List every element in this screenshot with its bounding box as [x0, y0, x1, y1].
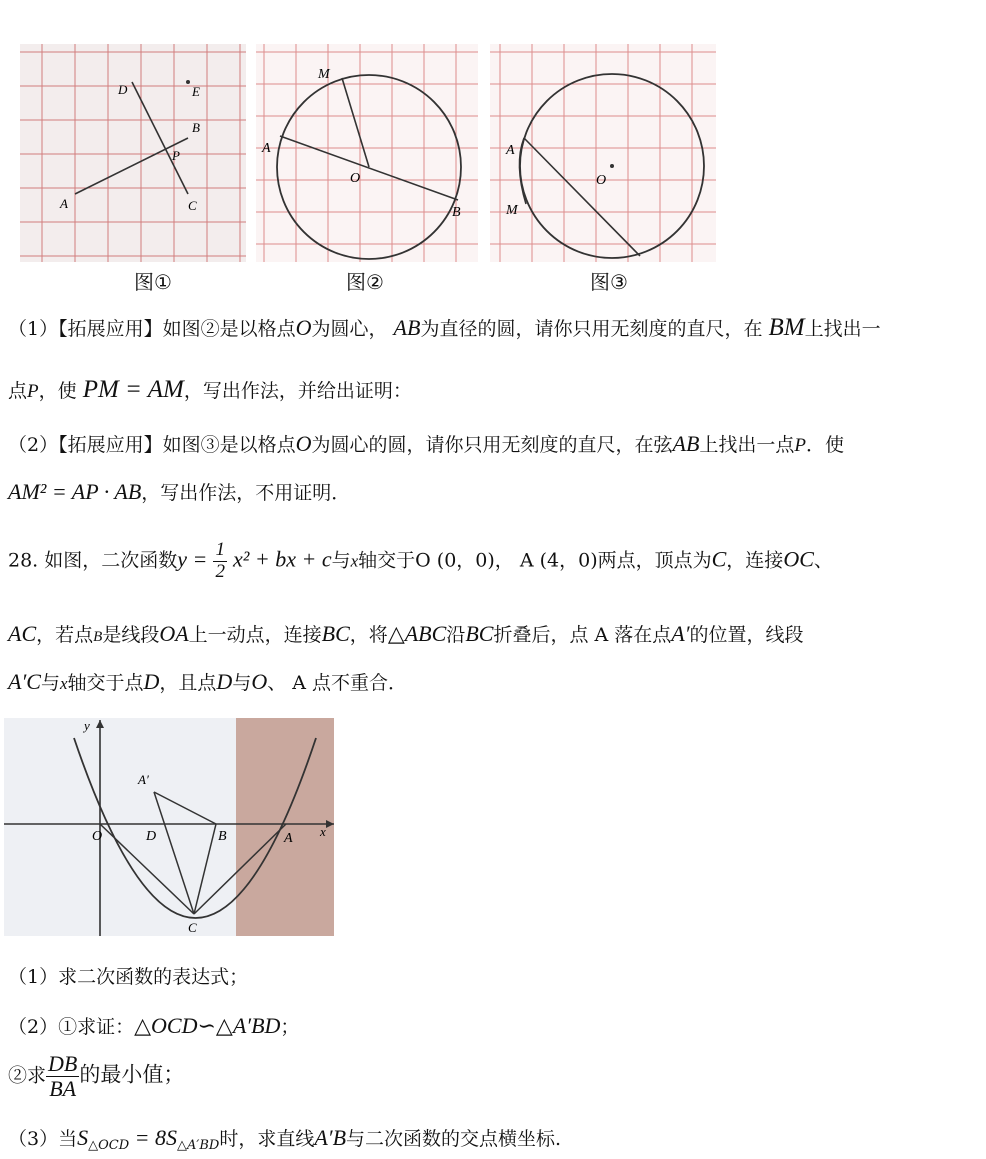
math-A-prime-B: A′B [314, 1125, 347, 1150]
text: 的最小值； [79, 1062, 185, 1087]
fig3-label-O: O [596, 173, 607, 188]
text: 为直径的圆，请你只用无刻度的直尺，在 [420, 318, 763, 340]
text: 与二次函数的交点横坐标. [346, 1128, 562, 1150]
q27-part2-line2 [8, 478, 350, 505]
text: 与 [40, 672, 60, 694]
frac-den: BA [49, 1076, 77, 1102]
text: O (0，0)， [415, 549, 514, 572]
fig1-label-C: C [188, 198, 197, 213]
text: （3）当 [8, 1128, 78, 1150]
q28-fig-label-x: x [320, 824, 326, 839]
text: 为圆心的圆，请你只用无刻度的直尺，在弦 [311, 434, 673, 456]
caption-fig3: 图③ [590, 270, 628, 294]
frac-num: DB [48, 1051, 78, 1076]
text: 上找出一 [804, 318, 881, 340]
text: （2）①求证： [8, 1016, 135, 1038]
math-P: P [27, 381, 39, 402]
text: 轴交于点 [67, 672, 144, 694]
fig1-label-B: B [192, 120, 200, 135]
q28-line3 [8, 668, 407, 695]
frac-den: 2 [215, 560, 225, 582]
math-C: C [711, 546, 727, 572]
figure-1 [20, 44, 246, 262]
text: ，连接 [726, 549, 784, 572]
text: 上一动点，连接 [188, 624, 322, 646]
q28-sub2 [8, 1012, 299, 1039]
math-PM-eq-AM: PM = AM [82, 376, 184, 403]
text: 上找出一点 [699, 434, 795, 456]
math-AB: AB [393, 315, 421, 340]
q28-sub3 [8, 1124, 561, 1153]
text: 、 A 点不重合． [267, 672, 408, 694]
q28-fig-label-O: O [92, 829, 103, 844]
math-D: D [143, 669, 160, 694]
math-BC: BC [321, 621, 350, 646]
text: 为圆心， [311, 318, 388, 340]
q28-line2 [8, 620, 804, 647]
fig2-label-M: M [318, 67, 330, 82]
text: 、 [813, 549, 833, 572]
math-O: O [251, 669, 268, 694]
text: ，若点 [36, 624, 94, 646]
math-O: O [295, 315, 312, 340]
fig3-label-M: M [506, 203, 518, 218]
text: （1）【拓展应用】如图②是以格点 [8, 318, 296, 340]
text: ，且点 [159, 672, 217, 694]
figure-2-grid [256, 44, 478, 262]
math-S: S [77, 1125, 89, 1150]
text: 是线段 [102, 624, 160, 646]
math-sub-OCD: △OCD [88, 1138, 130, 1153]
text: 沿 [446, 624, 466, 646]
math-eq-8S: = 8S [129, 1125, 177, 1150]
text: 点 [8, 380, 28, 402]
q27-part2-line1 [8, 430, 844, 457]
q28-fig-label-D: D [146, 829, 157, 844]
fig3-label-A: A [506, 143, 515, 158]
text: 与 [232, 672, 252, 694]
math-B: B [93, 629, 103, 645]
q27-part1-line1 [8, 314, 881, 342]
math-P: P [794, 435, 807, 456]
q28-sub2b [8, 1052, 184, 1101]
q28-fig-label-A: A [284, 831, 293, 846]
figure-3-grid [490, 44, 716, 262]
q28-fig-label-A-prime: A′ [138, 772, 149, 787]
q28-fig-label-B: B [218, 829, 227, 844]
fraction-half [213, 540, 227, 583]
text: （2）【拓展应用】如图③是以格点 [8, 434, 296, 456]
math-sub-ABD: △A′BD [176, 1138, 220, 1153]
math-O: O [295, 431, 312, 456]
math-AC: AC [8, 621, 37, 646]
text: ，将 [349, 624, 388, 646]
text: ，写出作法，不用证明． [141, 482, 351, 504]
text: 如图，二次函数 [44, 549, 178, 572]
frac-num: 1 [215, 539, 225, 560]
text: 轴交于 [358, 549, 416, 572]
math-similar-triangles: △OCD∽△A′BD [134, 1013, 281, 1038]
text: 的位置，线段 [689, 624, 804, 646]
math-A-prime-C: A′C [8, 669, 41, 694]
q28-fig-label-y: y [84, 718, 90, 733]
math-D: D [216, 669, 233, 694]
q28-figure [4, 718, 334, 936]
q28-fig-label-C: C [188, 920, 197, 935]
math-AB: AB [672, 431, 700, 456]
math-BC: BC [465, 621, 494, 646]
text: 时，求直线 [219, 1128, 315, 1150]
math-AM2-eq: AM² = AP · AB [8, 479, 142, 504]
figure-2 [256, 44, 478, 262]
text: ； [280, 1016, 300, 1038]
text: ，写出作法，并给出证明： [183, 380, 412, 402]
fig2-label-A: A [262, 141, 271, 156]
fig1-label-P: P [172, 148, 180, 163]
math-y: y = [177, 546, 208, 572]
math-x: x [59, 674, 68, 693]
math-triangle-ABC: △ABC [387, 621, 447, 646]
figure-1-grid [20, 44, 246, 262]
q27-part1-line2 [8, 376, 412, 404]
q28-line1 [8, 540, 833, 583]
q28-sub1: （1）求二次函数的表达式； [8, 966, 249, 988]
text: 折叠后，点 A 落在点 [493, 624, 672, 646]
caption-fig2: 图② [346, 270, 384, 294]
math-OC: OC [783, 546, 814, 572]
text: A (4，0)两点，顶点为 [519, 549, 712, 572]
math-OA: OA [159, 621, 189, 646]
question-number: 28. [8, 549, 39, 572]
text: 与 [331, 549, 351, 572]
math-BM: BM [768, 314, 805, 341]
math-poly: x² + bx + c [233, 546, 332, 572]
text: ②求 [8, 1064, 47, 1087]
fig2-label-B: B [452, 205, 461, 220]
fig1-label-E: E [192, 84, 200, 99]
q28-figure-svg [4, 718, 334, 936]
math-x: x [350, 551, 359, 571]
fig1-label-A: A [60, 196, 68, 211]
fig1-label-D: D [118, 82, 128, 97]
text: ，使 [38, 380, 77, 402]
text: ．使 [806, 434, 845, 456]
fraction-DB-BA [46, 1052, 79, 1101]
math-A-prime: A′ [671, 621, 690, 646]
fig2-label-O: O [350, 171, 361, 186]
caption-fig1: 图① [134, 270, 172, 294]
figure-3 [490, 44, 716, 262]
